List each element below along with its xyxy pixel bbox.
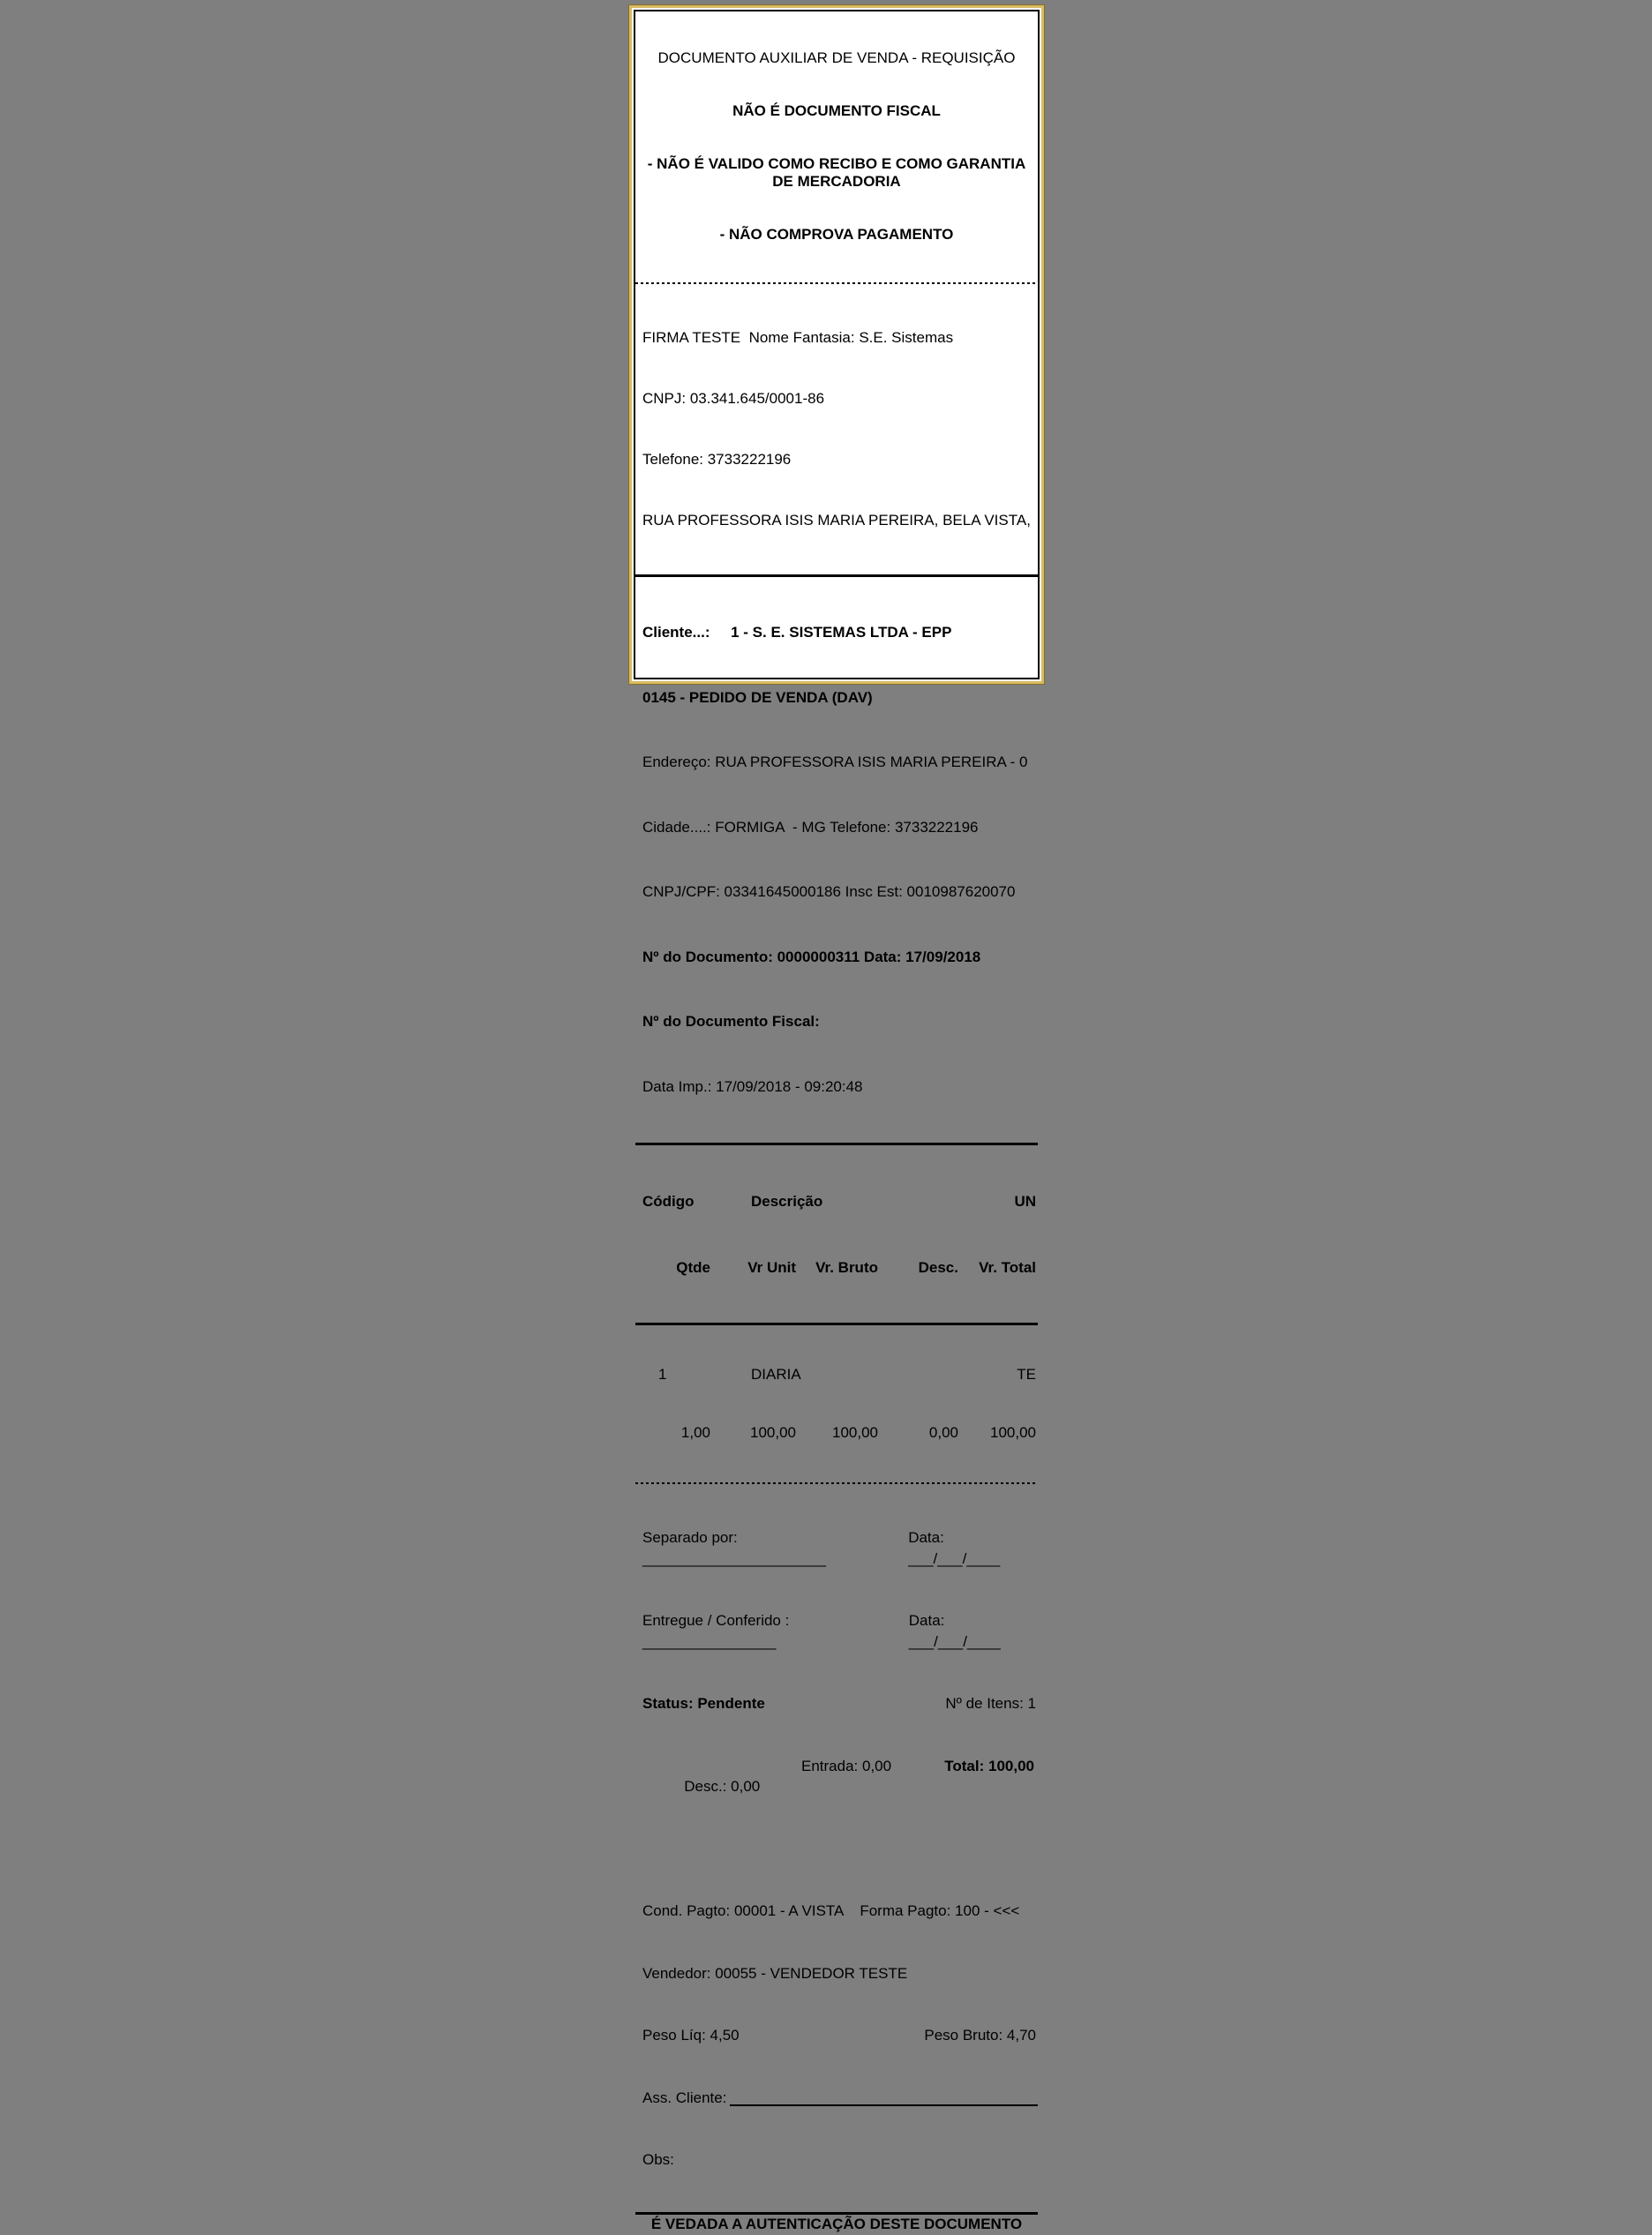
discount-value: Desc.: 0,00 <box>684 1778 761 1795</box>
signature-line <box>730 2088 1038 2106</box>
company-address: RUA PROFESSORA ISIS MARIA PEREIRA, BELA VISTA, <box>642 512 1031 529</box>
net-weight: Peso Líq: 4,50 <box>642 2027 740 2044</box>
company-name: FIRMA TESTE Nome Fantasia: S.E. Sistemas <box>642 329 954 346</box>
col-un: UN <box>1014 1193 1036 1210</box>
customer-info <box>635 577 1038 1143</box>
status-label: Status: Pendente <box>642 1695 765 1712</box>
document-content <box>634 10 1040 2232</box>
status-row <box>642 1693 1036 1714</box>
total-value: Total: 100,00 <box>944 1757 1034 1774</box>
observations-label: Obs: <box>642 2151 674 2168</box>
table-row <box>635 1365 1038 1384</box>
client-signature-label: Ass. Cliente: <box>642 2089 727 2106</box>
col-codigo: Código <box>642 1193 695 1210</box>
company-phone: Telefone: 3733222196 <box>642 451 792 468</box>
delivered-checked-row <box>642 1610 1036 1652</box>
totals-row <box>642 1756 1036 1860</box>
table-row <box>635 1423 1038 1443</box>
disclaimer-not-fiscal: NÃO É DOCUMENTO FISCAL <box>732 102 941 119</box>
item-vr-total: 100,00 <box>990 1424 1036 1441</box>
document-mat <box>632 8 1041 2232</box>
document-header <box>635 11 1038 282</box>
weight-row <box>642 2025 1036 2046</box>
col-vr-unit: Vr Unit <box>747 1259 796 1276</box>
item-descricao: DIARIA <box>751 1366 801 1383</box>
document-number: Nº do Documento: 0000000311 Data: 17/09/2018 <box>642 948 981 965</box>
separated-by-row <box>642 1527 1036 1569</box>
gross-weight: Peso Bruto: 4,70 <box>924 2027 1036 2044</box>
print-date: Data Imp.: 17/09/2018 - 09:20:48 <box>642 1077 863 1095</box>
document-title: DOCUMENTO AUXILIAR DE VENDA - REQUISIÇÃO <box>657 49 1016 66</box>
items-table-body <box>635 1325 1038 1482</box>
separated-by-date: Data: ___/___/____ <box>908 1529 1001 1567</box>
company-info <box>635 284 1038 574</box>
delivered-checked-date: Data: ___/___/____ <box>908 1612 1001 1650</box>
client-address: Endereço: RUA PROFESSORA ISIS MARIA PEREIRA - 0 <box>642 754 1028 770</box>
down-payment-value: Entrada: 0,00 <box>801 1757 892 1774</box>
disclaimer-not-payment: - NÃO COMPROVA PAGAMENTO <box>719 226 954 243</box>
item-un: TE <box>1017 1366 1036 1383</box>
client-name: Cliente...: 1 - S. E. SISTEMAS LTDA - EPP <box>642 624 952 641</box>
item-vr-unit: 100,00 <box>750 1424 796 1441</box>
fiscal-document-number: Nº do Documento Fiscal: <box>642 1013 820 1030</box>
col-vr-total: Vr. Total <box>979 1259 1036 1276</box>
col-vr-bruto: Vr. Bruto <box>815 1259 878 1276</box>
salesperson: Vendedor: 00055 - VENDEDOR TESTE <box>642 1964 908 1982</box>
client-city-phone: Cidade....: FORMIGA - MG Telefone: 3733222196 <box>642 818 979 836</box>
delivered-checked-label: Entregue / Conferido : ________________ <box>642 1612 794 1650</box>
items-table-header <box>635 1145 1038 1323</box>
item-codigo: 1 <box>658 1366 667 1383</box>
order-type: 0145 - PEDIDO DE VENDA (DAV) <box>642 688 873 706</box>
client-signature-row <box>642 2088 1036 2109</box>
col-desc: Desc. <box>918 1259 958 1276</box>
document <box>628 4 1045 2232</box>
item-qtde: 1,00 <box>680 1424 710 1441</box>
payment-terms: Cond. Pagto: 00001 - A VISTA Forma Pagto: 100 - <<< <box>642 1902 1020 1919</box>
col-descricao: Descrição <box>751 1193 823 1210</box>
client-cnpj-cpf: CNPJ/CPF: 03341645000186 Insc Est: 0010987620070 <box>642 883 1016 900</box>
summary-section <box>635 1484 1038 2212</box>
company-cnpj: CNPJ: 03.341.645/0001-86 <box>642 390 825 407</box>
item-count: Nº de Itens: 1 <box>945 1695 1036 1712</box>
item-vr-bruto: 100,00 <box>832 1424 878 1441</box>
disclaimer-not-receipt: - NÃO É VALIDO COMO RECIBO E COMO GARANTIA DE MERCADORIA <box>647 155 1030 190</box>
separated-by-label: Separado por: ______________________ <box>642 1529 827 1567</box>
item-desc: 0,00 <box>928 1424 958 1441</box>
col-qtde: Qtde <box>676 1259 710 1276</box>
footer-notice: É VEDADA A AUTENTICAÇÃO DESTE DOCUMENTO <box>650 2215 1023 2232</box>
